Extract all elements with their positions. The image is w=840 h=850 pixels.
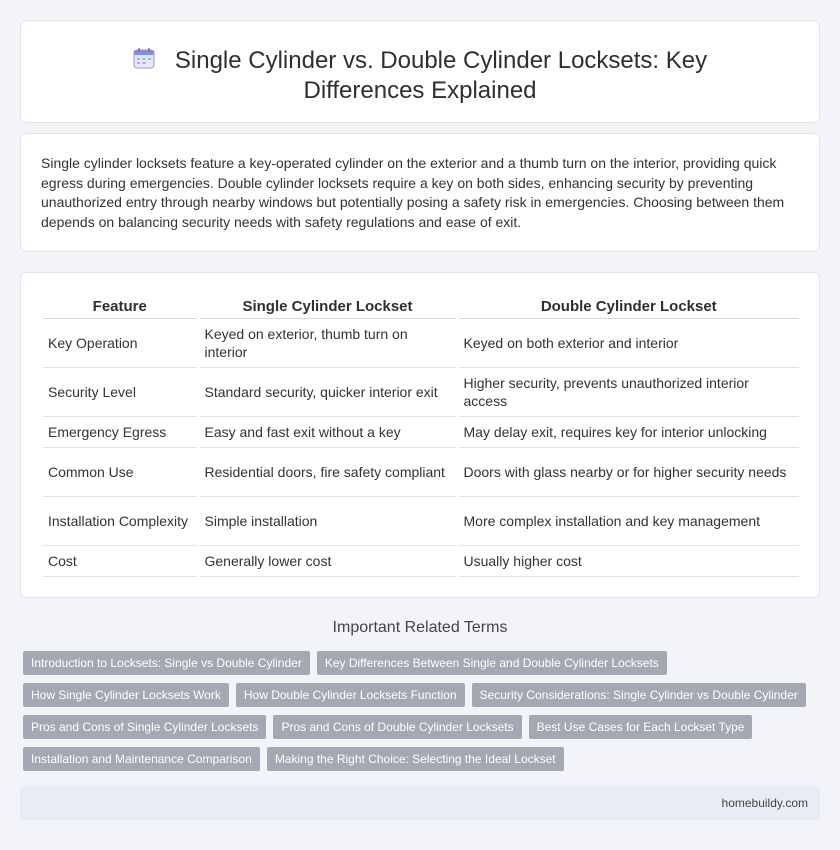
- header-card: [20, 20, 820, 123]
- table-row: [43, 546, 799, 577]
- related-term-tag[interactable]: Pros and Cons of Single Cylinder Locksets: [23, 715, 266, 739]
- single-cylinder-cell: Keyed on exterior, thumb turn on interior: [198, 319, 457, 368]
- double-cylinder-cell: May delay exit, requires key for interior unlocking: [457, 417, 799, 448]
- table-row: [43, 448, 799, 497]
- feature-cell: Security Level: [43, 368, 198, 417]
- double-cylinder-cell: Usually higher cost: [457, 546, 799, 577]
- related-term-tag[interactable]: Pros and Cons of Double Cylinder Locksets: [273, 715, 521, 739]
- related-term-tag[interactable]: Making the Right Choice: Selecting the Ideal Lockset: [267, 747, 564, 771]
- table-row: [43, 368, 799, 417]
- footer: [20, 786, 820, 820]
- single-cylinder-cell: Simple installation: [198, 497, 457, 546]
- related-term-tag[interactable]: Best Use Cases for Each Lockset Type: [529, 715, 753, 739]
- header-single-cylinder: Single Cylinder Lockset: [198, 293, 457, 319]
- feature-cell: Key Operation: [43, 319, 198, 368]
- related-term-tag[interactable]: Key Differences Between Single and Double Cylinder Locksets: [317, 651, 667, 675]
- comparison-table-card: [20, 272, 820, 598]
- feature-cell: Cost: [43, 546, 198, 577]
- comparison-table: [43, 293, 799, 577]
- double-cylinder-cell: Keyed on both exterior and interior: [457, 319, 799, 368]
- related-term-tag[interactable]: Introduction to Locksets: Single vs Double Cylinder: [23, 651, 310, 675]
- single-cylinder-cell: Generally lower cost: [198, 546, 457, 577]
- header-double-cylinder: Double Cylinder Lockset: [457, 293, 799, 319]
- page-title: [21, 46, 819, 106]
- single-cylinder-cell: Easy and fast exit without a key: [198, 417, 457, 448]
- feature-cell: Common Use: [43, 448, 198, 497]
- double-cylinder-cell: Higher security, prevents unauthorized interior access: [457, 368, 799, 417]
- tag-row: [23, 747, 823, 771]
- single-cylinder-cell: Residential doors, fire safety compliant: [198, 448, 457, 497]
- related-term-tag[interactable]: How Single Cylinder Locksets Work: [23, 683, 229, 707]
- table-row: [43, 417, 799, 448]
- tag-row: [23, 651, 823, 675]
- tag-row: [23, 715, 823, 739]
- header-feature: Feature: [43, 293, 198, 319]
- intro-paragraph: Single cylinder locksets feature a key-operated cylinder on the exterior and a thumb turn on the interior, providing quick egress during emergencies. Double cylinder locksets require a key on both sides, enhancing security by preventing unauthorized entry through nearby windows but potentially posing a safety risk in emergencies. Choosing between them depends on balancing security needs with safety regulations and ease of exit.: [41, 155, 785, 230]
- related-terms-tags: [23, 651, 823, 779]
- intro-card: [20, 133, 820, 252]
- feature-cell: Emergency Egress: [43, 417, 198, 448]
- feature-cell: Installation Complexity: [43, 497, 198, 546]
- table-row: [43, 319, 799, 368]
- related-terms-title: Important Related Terms: [332, 619, 508, 636]
- related-term-tag[interactable]: How Double Cylinder Locksets Function: [236, 683, 465, 707]
- tag-row: [23, 683, 823, 707]
- single-cylinder-cell: Standard security, quicker interior exit: [198, 368, 457, 417]
- page-title-text: Single Cylinder vs. Double Cylinder Locksets: Key Differences Explained: [174, 47, 708, 104]
- double-cylinder-cell: More complex installation and key management: [457, 497, 799, 546]
- footer-site-link[interactable]: homebuildy.com: [721, 796, 808, 810]
- double-cylinder-cell: Doors with glass nearby or for higher security needs: [457, 448, 799, 497]
- calendar-icon: [133, 47, 155, 69]
- related-term-tag[interactable]: Security Considerations: Single Cylinder vs Double Cylinder: [472, 683, 806, 707]
- table-row: [43, 497, 799, 546]
- table-header-row: [43, 293, 799, 319]
- related-term-tag[interactable]: Installation and Maintenance Comparison: [23, 747, 260, 771]
